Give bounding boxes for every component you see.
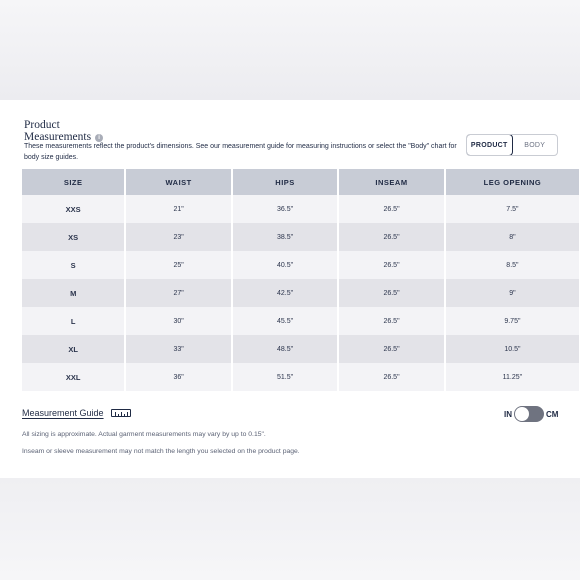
- column-header-hips: HIPS: [233, 169, 339, 195]
- chart-type-toggle: [466, 134, 558, 156]
- ruler-icon[interactable]: [111, 409, 131, 417]
- inseam-cell: 26.5": [339, 307, 446, 335]
- inseam-cell: 26.5": [339, 279, 446, 307]
- inseam-note: Inseam or sleeve measurement may not match the length you selected on the product page.: [22, 448, 300, 455]
- unit-in-label: IN: [504, 409, 512, 419]
- column-header-leg-opening: LEG OPENING: [446, 169, 579, 195]
- inseam-cell: 26.5": [339, 251, 446, 279]
- waist-cell: 25": [126, 251, 232, 279]
- table-row: [22, 363, 579, 391]
- info-icon[interactable]: i: [95, 134, 103, 142]
- leg-opening-cell: 8.5": [446, 251, 579, 279]
- waist-cell: 21": [126, 195, 232, 223]
- title-line-2-text: Measurements: [24, 131, 92, 143]
- size-cell: M: [22, 279, 126, 307]
- measurement-guide: [22, 408, 131, 418]
- size-cell: XL: [22, 335, 126, 363]
- table-row: [22, 195, 579, 223]
- leg-opening-cell: 8": [446, 223, 579, 251]
- body-chart-button[interactable]: BODY: [524, 141, 546, 149]
- table-row: [22, 335, 579, 363]
- leg-opening-cell: 11.25": [446, 363, 579, 391]
- table-row: [22, 223, 579, 251]
- page-title: [24, 119, 103, 143]
- unit-switch[interactable]: [514, 406, 544, 422]
- description-text: These measurements reflect the product's dimensions. See our measurement guide for measuring instructions or select the "Body" chart for body size guides.: [24, 143, 457, 161]
- waist-cell: 33": [126, 335, 232, 363]
- size-cell: S: [22, 251, 126, 279]
- inseam-cell: 26.5": [339, 363, 446, 391]
- switch-knob: [515, 407, 529, 421]
- table-header-row: [22, 169, 579, 195]
- size-cell: XS: [22, 223, 126, 251]
- table-row: [22, 307, 579, 335]
- leg-opening-cell: 10.5": [446, 335, 579, 363]
- waist-cell: 30": [126, 307, 232, 335]
- bottom-background: [0, 478, 580, 580]
- hips-cell: 42.5": [233, 279, 339, 307]
- size-cell: XXL: [22, 363, 126, 391]
- column-header-size: SIZE: [22, 169, 126, 195]
- hips-cell: 40.5": [233, 251, 339, 279]
- top-background: [0, 0, 580, 100]
- column-header-waist: WAIST: [126, 169, 232, 195]
- hips-cell: 45.5": [233, 307, 339, 335]
- hips-cell: 48.5": [233, 335, 339, 363]
- size-table: [22, 169, 579, 391]
- column-header-inseam: INSEAM: [339, 169, 446, 195]
- hips-cell: 38.5": [233, 223, 339, 251]
- inseam-cell: 26.5": [339, 223, 446, 251]
- measurement-guide-link[interactable]: Measurement Guide: [22, 408, 104, 418]
- leg-opening-cell: 9.75": [446, 307, 579, 335]
- leg-opening-cell: 7.5": [446, 195, 579, 223]
- waist-cell: 36": [126, 363, 232, 391]
- product-chart-button[interactable]: PRODUCT: [466, 134, 513, 156]
- waist-cell: 23": [126, 223, 232, 251]
- size-cell: XXS: [22, 195, 126, 223]
- hips-cell: 51.5": [233, 363, 339, 391]
- unit-toggle: [504, 406, 558, 422]
- waist-cell: 27": [126, 279, 232, 307]
- title-line-1: Product: [24, 119, 60, 131]
- sizing-note: All sizing is approximate. Actual garment measurements may vary by up to 0.15".: [22, 431, 266, 438]
- unit-cm-label: CM: [546, 409, 559, 419]
- hips-cell: 36.5": [233, 195, 339, 223]
- inseam-cell: 26.5": [339, 195, 446, 223]
- inseam-cell: 26.5": [339, 335, 446, 363]
- size-cell: L: [22, 307, 126, 335]
- table-row: [22, 251, 579, 279]
- table-row: [22, 279, 579, 307]
- leg-opening-cell: 9": [446, 279, 579, 307]
